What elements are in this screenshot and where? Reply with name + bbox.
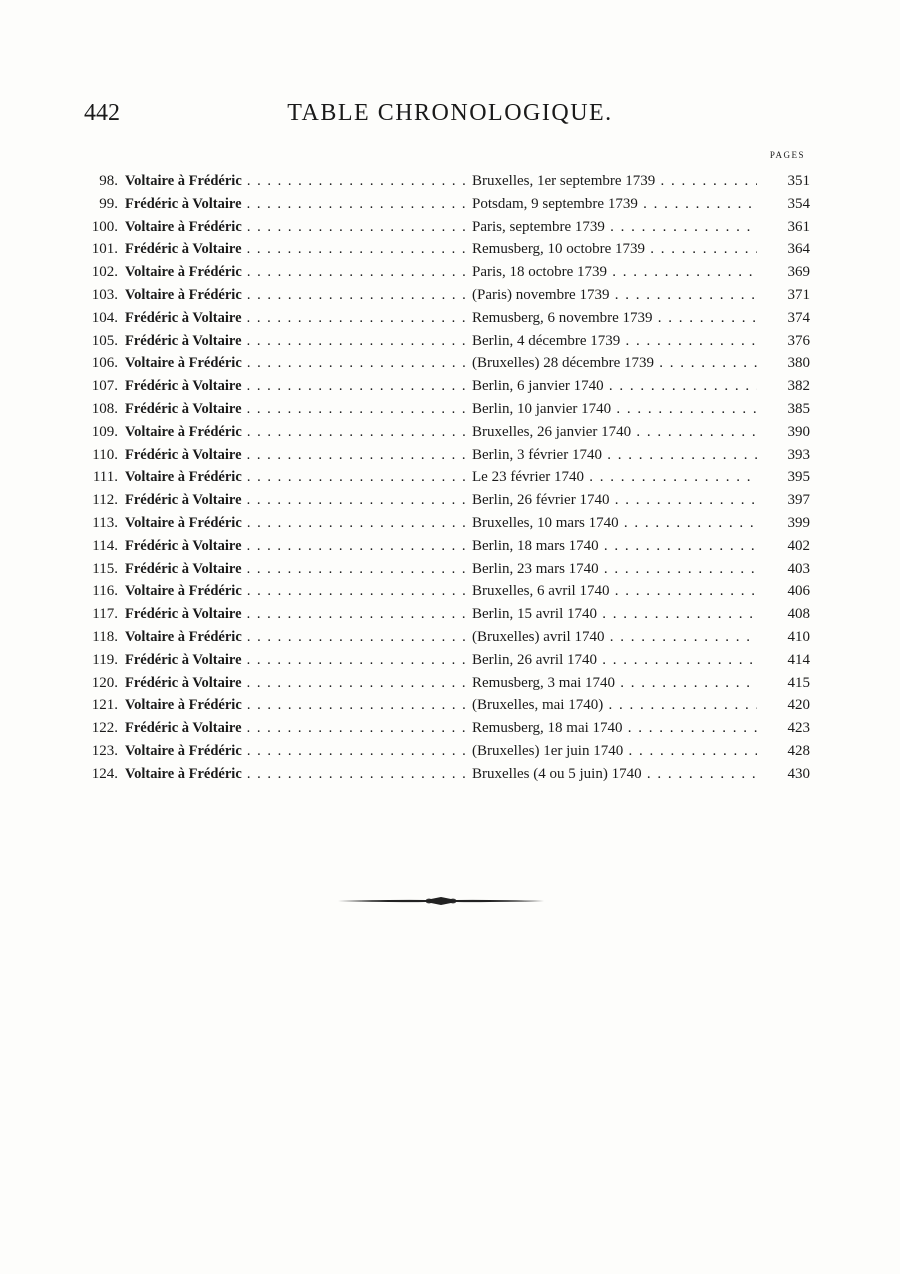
entry-number: 100. [91, 218, 118, 235]
entry-correspondents: Frédéric à Voltaire . . . [125, 535, 467, 558]
toc-entry [80, 489, 810, 512]
entry-correspondents: Frédéric à Voltaire . . . [125, 717, 467, 740]
toc-entry [80, 398, 810, 421]
entry-page: 414 [787, 651, 810, 668]
entry-correspondents: Frédéric à Voltaire . . . [125, 398, 467, 421]
entry-number: 115. [92, 560, 118, 577]
toc-entry [80, 717, 810, 740]
toc-entry [80, 558, 810, 581]
entry-correspondents: Frédéric à Voltaire . . . [125, 489, 467, 512]
entry-number: 105. [91, 332, 118, 349]
entry-page: 397 [787, 492, 810, 509]
entry-number: 112. [92, 492, 118, 509]
entry-place-date: Berlin, 15 avril 1740 . . . [472, 603, 757, 626]
toc-entry [80, 216, 810, 239]
entry-correspondents: Voltaire à Frédéric . . . [125, 580, 467, 603]
entry-number: 111. [92, 469, 118, 486]
entry-place-date: Remusberg, 18 mai 1740 . . . [472, 717, 757, 740]
entry-place-date: (Paris) novembre 1739 . . . [472, 284, 757, 307]
toc-entry [80, 444, 810, 467]
entry-number: 104. [91, 309, 118, 326]
entry-number: 117. [92, 606, 118, 623]
entry-correspondents: Frédéric à Voltaire . . . [125, 193, 467, 216]
entry-place-date: Paris, 18 octobre 1739 . . . [472, 261, 757, 284]
entry-number: 118. [92, 628, 118, 645]
page-number: 442 [84, 100, 120, 126]
entry-page: 390 [787, 423, 810, 440]
entry-page: 402 [787, 537, 810, 554]
toc-entry [80, 238, 810, 261]
entry-place-date: Berlin, 3 février 1740 . . . [472, 444, 757, 467]
entry-page: 399 [787, 514, 810, 531]
toc-entry [80, 284, 810, 307]
entry-correspondents: Voltaire à Frédéric . . . [125, 512, 467, 535]
entry-correspondents: Frédéric à Voltaire . . . [125, 375, 467, 398]
entry-number: 110. [92, 446, 118, 463]
entry-page: 408 [787, 606, 810, 623]
entry-place-date: Le 23 février 1740 . . . [472, 466, 757, 489]
entry-correspondents: Voltaire à Frédéric . . . [125, 216, 467, 239]
entry-correspondents: Frédéric à Voltaire . . . [125, 238, 467, 261]
entry-place-date: Berlin, 26 février 1740 . . . [472, 489, 757, 512]
entry-correspondents: Voltaire à Frédéric . . . [125, 261, 467, 284]
entry-number: 120. [91, 674, 118, 691]
page-header [0, 100, 900, 134]
entry-page: 403 [787, 560, 810, 577]
entry-number: 99. [99, 195, 118, 212]
entry-place-date: Bruxelles, 6 avril 1740 . . . [472, 580, 757, 603]
toc-entry [80, 512, 810, 535]
entry-number: 116. [92, 583, 118, 600]
entry-page: 369 [787, 264, 810, 281]
toc-entry [80, 352, 810, 375]
entry-correspondents: Frédéric à Voltaire . . . [125, 558, 467, 581]
toc-entry [80, 375, 810, 398]
toc-entry [80, 466, 810, 489]
pages-column-label: PAGES [769, 150, 805, 160]
entry-correspondents: Voltaire à Frédéric . . . [125, 763, 467, 786]
toc-entry [80, 672, 810, 695]
entry-page: 415 [787, 674, 810, 691]
entry-place-date: Bruxelles, 26 janvier 1740 . . . [472, 421, 757, 444]
entry-correspondents: Voltaire à Frédéric . . . [125, 352, 467, 375]
entry-page: 410 [787, 628, 810, 645]
entry-place-date: Bruxelles, 1er septembre 1739 . . . [472, 170, 757, 193]
entry-correspondents: Voltaire à Frédéric . . . [125, 694, 467, 717]
toc-entry [80, 421, 810, 444]
entry-number: 114. [92, 537, 118, 554]
entry-number: 103. [91, 286, 118, 303]
entry-page: 376 [787, 332, 810, 349]
toc-entry [80, 649, 810, 672]
entry-place-date: Bruxelles (4 ou 5 juin) 1740 . . . [472, 763, 757, 786]
entry-place-date: (Bruxelles) avril 1740 . . . [472, 626, 757, 649]
toc-entry [80, 626, 810, 649]
entry-correspondents: Voltaire à Frédéric . . . [125, 740, 467, 763]
toc-entry [80, 535, 810, 558]
entry-place-date: (Bruxelles) 1er juin 1740 . . . [472, 740, 757, 763]
toc-entry [80, 580, 810, 603]
entry-page: 430 [787, 765, 810, 782]
entry-number: 109. [91, 423, 118, 440]
toc-entry [80, 763, 810, 786]
entry-place-date: Berlin, 10 janvier 1740 . . . [472, 398, 757, 421]
entry-place-date: Remusberg, 6 novembre 1739 . . . [472, 307, 757, 330]
entry-page: 351 [787, 173, 810, 189]
entry-page: 395 [787, 469, 810, 486]
entry-number: 106. [91, 355, 118, 372]
entry-page: 354 [787, 195, 810, 212]
toc-entry [80, 330, 810, 353]
entry-place-date: Berlin, 6 janvier 1740 . . . [472, 375, 757, 398]
entry-page: 364 [787, 241, 810, 258]
entry-number: 124. [91, 765, 118, 782]
entry-correspondents: Frédéric à Voltaire . . . [125, 649, 467, 672]
toc-entry [80, 740, 810, 763]
toc-entry [80, 694, 810, 717]
entry-number: 121. [91, 697, 118, 714]
entry-page: 423 [787, 720, 810, 737]
entry-correspondents: Frédéric à Voltaire . . . [125, 444, 467, 467]
entry-place-date: Bruxelles, 10 mars 1740 . . . [472, 512, 757, 535]
entry-correspondents: Frédéric à Voltaire . . . [125, 672, 467, 695]
entry-number: 123. [91, 742, 118, 759]
entry-number: 101. [91, 241, 118, 258]
entry-correspondents: Voltaire à Frédéric . . . [125, 626, 467, 649]
entry-correspondents: Frédéric à Voltaire . . . [125, 330, 467, 353]
entry-page: 380 [787, 355, 810, 372]
entry-number: 98. [99, 173, 118, 189]
toc-entry [80, 307, 810, 330]
toc-entry [80, 261, 810, 284]
entry-page: 371 [787, 286, 810, 303]
entry-place-date: (Bruxelles, mai 1740) . . . [472, 694, 757, 717]
toc-entry [80, 170, 810, 193]
entry-place-date: Potsdam, 9 septembre 1739 . . . [472, 193, 757, 216]
entry-place-date: Berlin, 18 mars 1740 . . . [472, 535, 757, 558]
entry-place-date: Berlin, 26 avril 1740 . . . [472, 649, 757, 672]
entry-page: 428 [787, 742, 810, 759]
entry-number: 107. [91, 378, 118, 395]
entry-number: 119. [92, 651, 118, 668]
entry-correspondents: Frédéric à Voltaire . . . [125, 603, 467, 626]
entry-correspondents: Voltaire à Frédéric . . . [125, 170, 467, 193]
entry-page: 406 [787, 583, 810, 600]
chronological-table [80, 170, 810, 786]
entry-place-date: Berlin, 23 mars 1740 . . . [472, 558, 757, 581]
ornament-divider-icon [336, 890, 546, 912]
entry-number: 122. [91, 720, 118, 737]
entry-correspondents: Frédéric à Voltaire . . . [125, 307, 467, 330]
toc-entry [80, 603, 810, 626]
toc-entry [80, 193, 810, 216]
entry-page: 420 [787, 697, 810, 714]
entry-place-date: Paris, septembre 1739 . . . [472, 216, 757, 239]
entry-correspondents: Voltaire à Frédéric . . . [125, 466, 467, 489]
entry-page: 393 [787, 446, 810, 463]
entry-place-date: Remusberg, 10 octobre 1739 . . . [472, 238, 757, 261]
entry-number: 108. [91, 400, 118, 417]
entry-place-date: (Bruxelles) 28 décembre 1739 . . . [472, 352, 757, 375]
entry-page: 382 [787, 378, 810, 395]
entry-place-date: Remusberg, 3 mai 1740 . . . [472, 672, 757, 695]
entry-correspondents: Voltaire à Frédéric . . . [125, 284, 467, 307]
entry-number: 113. [92, 514, 118, 531]
entry-number: 102. [91, 264, 118, 281]
entry-correspondents: Voltaire à Frédéric . . . [125, 421, 467, 444]
entry-place-date: Berlin, 4 décembre 1739 . . . [472, 330, 757, 353]
entry-page: 361 [787, 218, 810, 235]
entry-page: 374 [787, 309, 810, 326]
page-title: TABLE CHRONOLOGIQUE. [287, 100, 613, 126]
entry-page: 385 [787, 400, 810, 417]
